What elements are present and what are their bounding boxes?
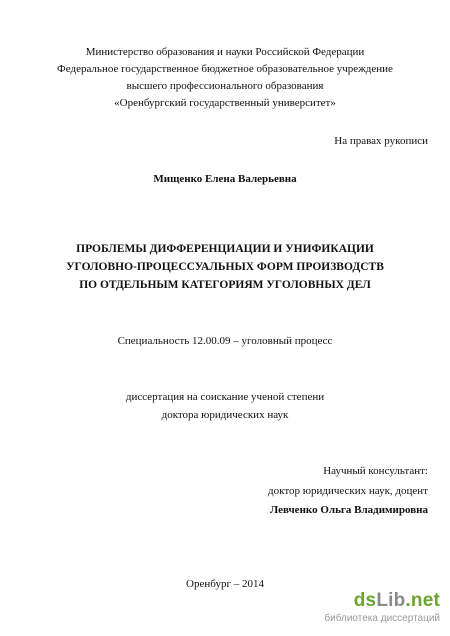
- consultant-credentials: доктор юридических наук, доцент: [268, 485, 428, 497]
- city-year: Оренбург – 2014: [186, 578, 264, 590]
- title-line-2: УГОЛОВНО-ПРОЦЕССУАЛЬНЫХ ФОРМ ПРОИЗВОДСТВ: [66, 261, 384, 273]
- consultant-name: Левченко Ольга Владимировна: [269, 504, 428, 516]
- author-name: Мищенко Елена Валерьевна: [153, 173, 297, 185]
- title-line-3: ПО ОТДЕЛЬНЫМ КАТЕГОРИЯМ УГОЛОВНЫХ ДЕЛ: [79, 279, 371, 291]
- degree-line-2: доктора юридических наук: [161, 409, 289, 421]
- dslib-logo: [354, 590, 440, 612]
- education-level-line: высшего профессионального образования: [126, 80, 324, 92]
- degree-line-1: диссертация на соискание ученой степени: [125, 391, 325, 403]
- consultant-label: Научный консультант:: [323, 465, 428, 477]
- logo-ds: ds: [353, 590, 377, 611]
- ministry-line: Министерство образования и науки Российской Федерации: [85, 46, 365, 58]
- watermark-subtitle: библиотека диссертаций: [324, 613, 440, 624]
- specialty-line: Специальность 12.00.09 – уголовный процесс: [117, 335, 333, 347]
- logo-net: .net: [405, 590, 440, 611]
- title-line-1: ПРОБЛЕМЫ ДИФФЕРЕНЦИАЦИИ И УНИФИКАЦИИ: [76, 243, 374, 255]
- institution-type-line: Федеральное государственное бюджетное образовательное учреждение: [57, 63, 393, 75]
- rights-note: На правах рукописи: [334, 135, 428, 147]
- logo-lib: Lib: [376, 590, 406, 611]
- university-name: «Оренбургский государственный университет»: [114, 97, 336, 109]
- dslib-watermark: [324, 590, 444, 628]
